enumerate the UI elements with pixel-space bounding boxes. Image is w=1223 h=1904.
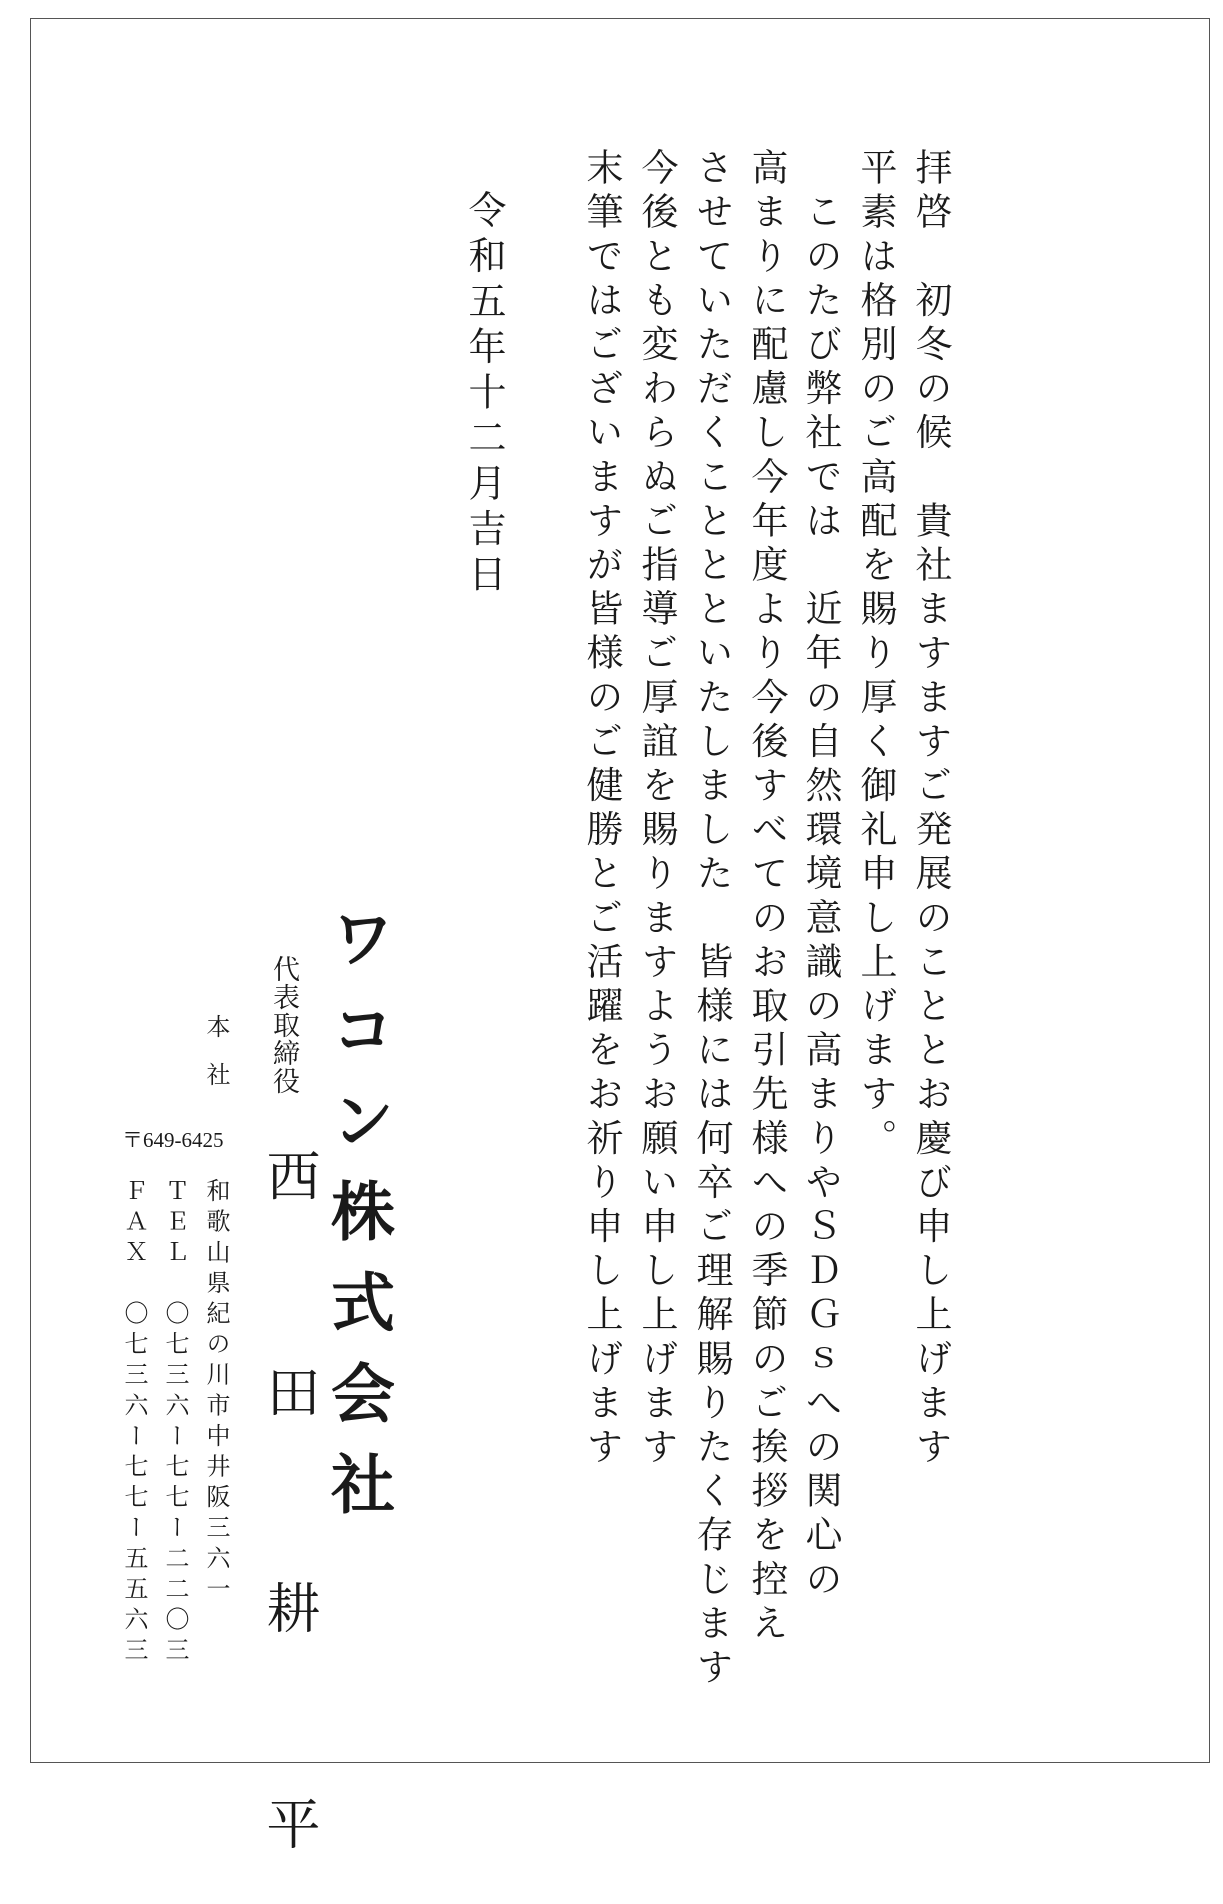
letter-date: 令和五年十二月吉日 bbox=[462, 190, 506, 600]
address: 和歌山県紀の川市中井阪三六一 bbox=[202, 1178, 230, 1607]
body-line-4: 高まりに配慮し今年度より今後すべてのお取引先様への季節のご挨拶を控え bbox=[745, 148, 788, 1648]
body-line-6: 今後とも変わらぬご指導ご厚誼を賜りますようお願い申し上げます bbox=[635, 148, 678, 1471]
company-name: ワコン株式会社 bbox=[320, 905, 395, 1542]
closing-line: 末筆ではございますが皆様のご健勝とご活躍をお祈り申し上げます bbox=[580, 148, 623, 1471]
sender-title: 代表取締役 bbox=[268, 955, 299, 1095]
tel-number: ＴＥＬ 〇七三六ー七七ー二二〇三 bbox=[161, 1178, 189, 1668]
fax-number: ＦＡＸ 〇七三六ー七七ー五五六三 bbox=[120, 1178, 148, 1668]
body-line-5: させていただくこととといたしました 皆様には何卒ご理解賜りたく存じます bbox=[690, 148, 733, 1692]
body-line-2: 平素は格別のご高配を賜り厚く御礼申し上げます。 bbox=[854, 148, 897, 1163]
greeting-line: 拝啓 初冬の候 貴社ますますご発展のこととお慶び申し上げます bbox=[909, 148, 952, 1471]
body-line-3: このたび弊社では 近年の自然環境意識の高まりやＳＤＧｓへの関心の bbox=[799, 148, 842, 1604]
sender-name: 西 田 耕 平 bbox=[258, 1148, 321, 1904]
office-label: 本社 bbox=[202, 1014, 230, 1110]
postal-code: 〒649-6425 bbox=[122, 1128, 224, 1152]
